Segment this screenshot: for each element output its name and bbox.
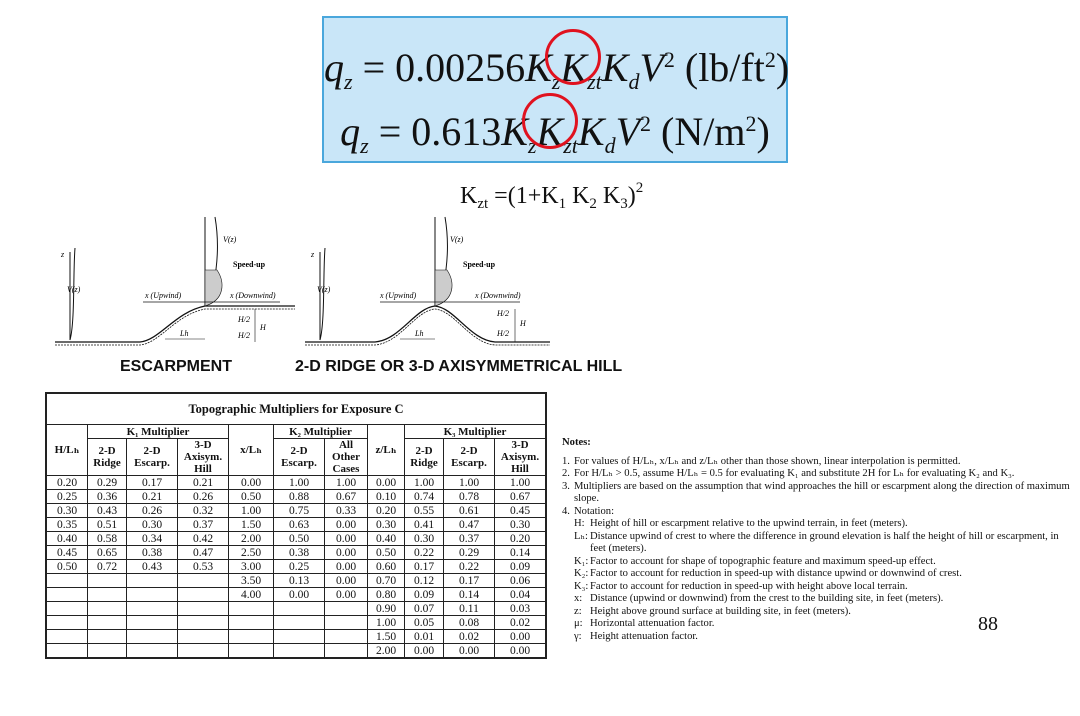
col-x-lh: x/Lₕ <box>229 425 274 476</box>
table-row <box>46 476 546 490</box>
table-cell: 0.32 <box>178 504 229 518</box>
note-item: 4. Notation: <box>562 505 615 517</box>
table-cell <box>229 616 274 630</box>
h-label: H <box>520 319 526 328</box>
table-cell: 0.00 <box>405 644 444 659</box>
table-cell: 0.37 <box>178 518 229 532</box>
lh-label: Lh <box>180 329 189 338</box>
table-cell: 0.25 <box>46 490 88 504</box>
table-cell: 1.00 <box>229 504 274 518</box>
table-cell: 0.21 <box>178 476 229 490</box>
table-row <box>46 490 546 504</box>
table-cell: 0.42 <box>178 532 229 546</box>
h2-lower-label: H/2 <box>497 329 509 338</box>
z-label: z <box>61 250 65 259</box>
lh-label: Lh <box>415 329 424 338</box>
table-cell <box>229 602 274 616</box>
formula-imperial: $q_z = 0.00256K_zK_{zt}K_dV^2$ $(lb/ft^2)$ <box>324 45 790 94</box>
k3-col-ridge: 2-D Ridge <box>405 439 444 476</box>
x-upwind-label: x (Upwind) <box>380 291 417 300</box>
note-item: 1. For values of H/Lₕ, x/Lₕ and z/Lₕ other than those shown, linear interpolation is permitted. <box>562 455 961 467</box>
table-cell: 0.67 <box>325 490 368 504</box>
table-cell <box>274 616 325 630</box>
table-cell: 0.00 <box>325 574 368 588</box>
k1-header: K₁ Multiplier <box>88 425 229 439</box>
table-cell: 0.58 <box>88 532 127 546</box>
table-cell: 0.33 <box>325 504 368 518</box>
note-item: 3. Multipliers are based on the assumption that wind approaches the hill or escarpment along the direction of maximum slope. <box>562 480 1070 504</box>
table-cell: 0.45 <box>495 504 547 518</box>
table-cell: 0.01 <box>405 630 444 644</box>
k1-col-axisym: 3-D Axisym. Hill <box>178 439 229 476</box>
table-cell: 1.00 <box>325 476 368 490</box>
escarpment-caption: ESCARPMENT <box>120 358 233 375</box>
k2-col-other: All Other Cases <box>325 439 368 476</box>
table-cell <box>178 616 229 630</box>
table-cell: 0.00 <box>495 644 547 659</box>
table-title: Topographic Multipliers for Exposure C <box>46 393 546 425</box>
table-cell <box>46 616 88 630</box>
table-cell: 0.17 <box>405 560 444 574</box>
table-cell: 0.38 <box>127 546 178 560</box>
table-row <box>46 546 546 560</box>
table-cell <box>229 644 274 659</box>
table-cell <box>46 602 88 616</box>
table-cell: 0.30 <box>46 504 88 518</box>
table-cell: 2.00 <box>368 644 405 659</box>
notation-def: Lₕ: Distance upwind of crest to where the difference in ground elevation is half the height of hill or escarpment, in feet (meters). <box>574 530 1059 554</box>
table-cell: 0.20 <box>368 504 405 518</box>
table-row <box>46 504 546 518</box>
table-row <box>46 518 546 532</box>
table-cell: 0.00 <box>444 644 495 659</box>
table-cell <box>325 644 368 659</box>
table-cell: 0.14 <box>444 588 495 602</box>
table-cell: 0.05 <box>405 616 444 630</box>
table-cell: 0.29 <box>88 476 127 490</box>
table-cell: 0.02 <box>495 616 547 630</box>
table-cell: 0.14 <box>495 546 547 560</box>
table-cell: 0.60 <box>368 560 405 574</box>
note-item: 2. For H/Lₕ > 0.5, assume H/Lₕ = 0.5 for evaluating K₁ and substitute 2H for Lₕ for evaluating K₂ and K₃. <box>562 468 1015 479</box>
table-cell: 0.61 <box>444 504 495 518</box>
h2-upper-label: H/2 <box>238 315 250 324</box>
table-cell: 0.20 <box>46 476 88 490</box>
table-cell: 0.63 <box>274 518 325 532</box>
table-row <box>46 588 546 602</box>
ridge-diagram <box>295 212 623 375</box>
notation-def: H: Height of hill or escarpment relative to the upwind terrain, in feet (meters). <box>574 518 908 529</box>
table-cell: 0.38 <box>274 546 325 560</box>
vz-left-label: V(z) <box>317 285 331 294</box>
table-cell: 0.22 <box>444 560 495 574</box>
table-cell: 0.53 <box>178 560 229 574</box>
table-cell: 1.00 <box>495 476 547 490</box>
table-cell: 0.00 <box>325 532 368 546</box>
table-cell: 0.90 <box>368 602 405 616</box>
table-cell: 0.50 <box>274 532 325 546</box>
table-cell: 0.21 <box>127 490 178 504</box>
table-cell: 0.30 <box>495 518 547 532</box>
speedup-label: Speed-up <box>463 260 496 269</box>
highlight-circle-kzt-2 <box>522 93 578 149</box>
table-cell: 0.00 <box>368 476 405 490</box>
vz-right-label: V(z) <box>450 235 464 244</box>
table-cell: 0.00 <box>325 588 368 602</box>
table-cell <box>127 644 178 659</box>
col-z-lh: z/Lₕ <box>368 425 405 476</box>
notation-def: γ: Height attenuation factor. <box>574 630 698 642</box>
table-cell: 1.00 <box>274 476 325 490</box>
table-cell: 0.11 <box>444 602 495 616</box>
k3-col-axisym: 3-D Axisym. Hill <box>495 439 547 476</box>
table-cell: 1.00 <box>405 476 444 490</box>
table-cell: 0.13 <box>274 574 325 588</box>
table-cell: 0.35 <box>46 518 88 532</box>
table-cell <box>325 616 368 630</box>
table-cell: 0.51 <box>88 518 127 532</box>
notation-def: μ: Horizontal attenuation factor. <box>574 618 715 629</box>
table-cell <box>178 574 229 588</box>
k2-col-escarp: 2-D Escarp. <box>274 439 325 476</box>
table-cell <box>178 644 229 659</box>
table-cell: 0.40 <box>368 532 405 546</box>
notation-def: x: Distance (upwind or downwind) from the crest to the building site, in feet (meters). <box>574 593 944 604</box>
vz-right-label: V(z) <box>223 235 237 244</box>
table-cell: 0.00 <box>274 588 325 602</box>
table-cell: 0.09 <box>405 588 444 602</box>
table-cell: 0.00 <box>495 630 547 644</box>
table-cell: 0.09 <box>495 560 547 574</box>
table-cell: 0.78 <box>444 490 495 504</box>
table-cell: 0.41 <box>405 518 444 532</box>
table-cell: 0.04 <box>495 588 547 602</box>
table-cell <box>325 630 368 644</box>
k3-header: K₃ Multiplier <box>405 425 547 439</box>
x-upwind-label: x (Upwind) <box>145 291 182 300</box>
notation-def: K₃: Factor to account for reduction in speed-up with height above local terrain. <box>574 580 908 592</box>
table-row <box>46 616 546 630</box>
table-body <box>46 476 546 659</box>
table-cell: 0.20 <box>495 532 547 546</box>
table-row <box>46 560 546 574</box>
table-cell: 0.40 <box>46 532 88 546</box>
table-cell: 0.07 <box>405 602 444 616</box>
table-cell: 0.65 <box>88 546 127 560</box>
table-cell: 0.45 <box>46 546 88 560</box>
table-cell <box>127 602 178 616</box>
table-cell: 0.37 <box>444 532 495 546</box>
table-cell <box>88 644 127 659</box>
table-cell: 0.70 <box>368 574 405 588</box>
table-row <box>46 532 546 546</box>
table-cell: 0.29 <box>444 546 495 560</box>
notation-def: z: Height above ground surface at building site, in feet (meters). <box>574 605 851 617</box>
table-cell: 0.26 <box>178 490 229 504</box>
col-h-lh: H/Lₕ <box>46 425 88 476</box>
table-cell <box>88 574 127 588</box>
table-cell: 1.50 <box>229 518 274 532</box>
table-cell: 0.67 <box>495 490 547 504</box>
notes-title: Notes: <box>562 437 591 448</box>
table-cell: 1.00 <box>444 476 495 490</box>
table-cell: 0.50 <box>229 490 274 504</box>
table-cell <box>88 602 127 616</box>
ridge-caption: 2-D RIDGE OR 3-D AXISYMMETRICAL HILL <box>295 358 623 375</box>
table-cell <box>274 602 325 616</box>
table-cell: 0.88 <box>274 490 325 504</box>
k1-col-escarp: 2-D Escarp. <box>127 439 178 476</box>
table-cell: 4.00 <box>229 588 274 602</box>
h-label: H <box>260 323 266 332</box>
escarpment-diagram <box>55 212 300 375</box>
table-cell <box>46 588 88 602</box>
speedup-label: Speed-up <box>233 260 266 269</box>
table-cell: 1.50 <box>368 630 405 644</box>
formula-metric: $q_z = 0.613K_zK_{zt}K_dV^2$ $(N/m^2)$ <box>340 109 770 158</box>
table-cell: 0.55 <box>405 504 444 518</box>
table-cell: 0.17 <box>444 574 495 588</box>
table-cell: 0.02 <box>444 630 495 644</box>
table-cell <box>325 602 368 616</box>
k1-col-ridge: 2-D Ridge <box>88 439 127 476</box>
k2-header: K₂ Multiplier <box>274 425 368 439</box>
table-cell: 0.10 <box>368 490 405 504</box>
table-row <box>46 644 546 659</box>
table-cell <box>178 630 229 644</box>
x-downwind-label: x (Downwind) <box>230 291 276 300</box>
table-cell: 0.12 <box>405 574 444 588</box>
table-cell <box>88 630 127 644</box>
k3-col-escarp: 2-D Escarp. <box>444 439 495 476</box>
vz-left-label: V(z) <box>67 285 81 294</box>
table-cell: 0.50 <box>368 546 405 560</box>
table-cell: 0.25 <box>274 560 325 574</box>
table-row <box>46 602 546 616</box>
table-cell <box>178 588 229 602</box>
z-label: z <box>311 250 315 259</box>
h2-lower-label: H/2 <box>238 331 250 340</box>
notation-def: K₁: Factor to account for shape of topographic feature and maximum speed-up effect. <box>574 555 936 567</box>
h2-upper-label: H/2 <box>497 309 509 318</box>
table-cell: 0.30 <box>127 518 178 532</box>
table-cell <box>46 630 88 644</box>
table-cell <box>274 630 325 644</box>
table-cell: 0.03 <box>495 602 547 616</box>
table-row <box>46 630 546 644</box>
page-number: 88 <box>978 613 998 635</box>
table-cell: 0.80 <box>368 588 405 602</box>
table-cell: 0.50 <box>46 560 88 574</box>
table-cell <box>127 574 178 588</box>
table-cell: 2.50 <box>229 546 274 560</box>
table-cell: 0.17 <box>127 476 178 490</box>
table-cell <box>127 588 178 602</box>
table-cell <box>127 630 178 644</box>
table-cell: 2.00 <box>229 532 274 546</box>
table-cell: 0.47 <box>444 518 495 532</box>
table-cell <box>274 644 325 659</box>
table-cell <box>127 616 178 630</box>
table-cell: 0.34 <box>127 532 178 546</box>
table-cell: 0.00 <box>229 476 274 490</box>
table-cell: 0.08 <box>444 616 495 630</box>
table-cell: 3.00 <box>229 560 274 574</box>
table-cell <box>229 630 274 644</box>
table-cell: 0.30 <box>405 532 444 546</box>
table-cell: 0.36 <box>88 490 127 504</box>
table-cell: 0.26 <box>127 504 178 518</box>
table-cell <box>46 574 88 588</box>
table-cell: 0.43 <box>88 504 127 518</box>
table-cell: 0.00 <box>325 518 368 532</box>
table-cell: 0.43 <box>127 560 178 574</box>
table-cell: 0.75 <box>274 504 325 518</box>
table-cell <box>88 616 127 630</box>
table-row <box>46 574 546 588</box>
table-cell: 0.06 <box>495 574 547 588</box>
table-cell: 1.00 <box>368 616 405 630</box>
table-cell: 3.50 <box>229 574 274 588</box>
topographic-multipliers-table <box>45 392 547 659</box>
table-cell: 0.74 <box>405 490 444 504</box>
table-cell <box>46 644 88 659</box>
notation-def: K₂: Factor to account for reduction in speed-up with distance upwind or downwind of crest. <box>574 568 962 579</box>
x-downwind-label: x (Downwind) <box>475 291 521 300</box>
table-cell: 0.30 <box>368 518 405 532</box>
kzt-equation: $K_{zt} =(1+K_1$ $K_2$ $K_3)^2$ <box>460 180 644 212</box>
table-cell: 0.72 <box>88 560 127 574</box>
table-cell: 0.22 <box>405 546 444 560</box>
table-cell: 0.47 <box>178 546 229 560</box>
table-cell <box>88 588 127 602</box>
table-cell <box>178 602 229 616</box>
table-cell: 0.00 <box>325 560 368 574</box>
table-cell: 0.00 <box>325 546 368 560</box>
highlight-circle-kzt-1 <box>545 29 601 85</box>
